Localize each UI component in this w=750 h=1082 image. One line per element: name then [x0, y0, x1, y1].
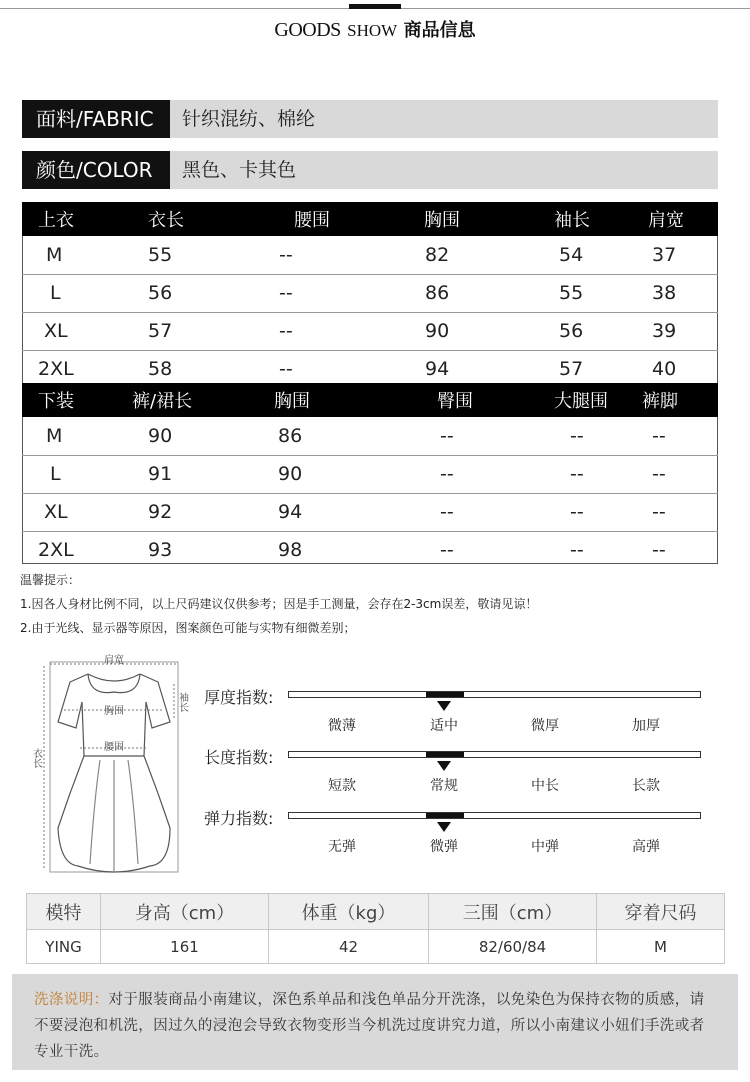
elasticity-indicator-label: 弹力指数:	[204, 809, 274, 828]
table-header-cell: 身高（cm）	[101, 894, 269, 930]
thickness-indicator-track	[288, 691, 701, 698]
thickness-indicator-label: 厚度指数:	[204, 688, 274, 707]
tips	[20, 568, 537, 640]
table-header-cell: 臀围	[382, 383, 512, 417]
table-row	[22, 493, 718, 531]
indicator-option: 中弹	[531, 839, 559, 855]
table-cell: --	[512, 455, 622, 493]
table-cell: --	[652, 539, 666, 562]
table-cell: 56	[497, 312, 622, 350]
table-cell: 92	[122, 493, 252, 531]
indicator-option: 微薄	[328, 718, 356, 734]
indicator-option-selected: 微弹	[430, 839, 458, 855]
table-header-cell: 大腿围	[512, 383, 622, 417]
table-cell: --	[237, 312, 367, 350]
indicator-option: 中长	[531, 778, 559, 794]
title-en-2: SHOW	[347, 21, 398, 40]
table-header-cell: 袖长	[497, 202, 622, 236]
indicator-option: 高弹	[632, 839, 660, 855]
table-header-row	[22, 202, 718, 236]
indicator-option-selected: 适中	[430, 718, 458, 734]
length-indicator-track	[288, 751, 701, 758]
table-header-cell: 穿着尺码	[597, 894, 725, 930]
tips-line: 2.由于光线、显示器等原因，图案颜色可能与实物有细微差别；	[20, 621, 356, 635]
table-row	[22, 531, 718, 569]
table-cell: M	[22, 417, 122, 455]
length-indicator-label: 长度指数:	[204, 748, 274, 767]
table-row	[22, 417, 718, 455]
table-cell: 37	[622, 236, 718, 274]
table-row	[22, 236, 718, 274]
table-row	[22, 274, 718, 312]
diagram-label-shoulder: 肩宽	[104, 655, 124, 666]
table-cell: 58	[148, 358, 173, 381]
indicator-option: 短款	[328, 778, 356, 794]
table-cell: 39	[622, 312, 718, 350]
table-cell: 2XL	[38, 539, 74, 562]
table-header-cell: 三围（cm）	[429, 894, 597, 930]
table-header-cell: 衣长	[122, 202, 237, 236]
model-table	[26, 893, 725, 964]
color-row	[22, 151, 718, 189]
indicator-option: 微厚	[531, 718, 559, 734]
table-cell: 90	[252, 455, 382, 493]
table-header-cell: 裤脚	[622, 383, 718, 417]
table-cell: 161	[101, 930, 269, 964]
table-cell: 55	[122, 236, 237, 274]
diagram-label-sleeve: 袖长	[176, 692, 188, 712]
table-cell: --	[237, 236, 367, 274]
table-cell: 86	[367, 274, 497, 312]
table-cell: 90	[122, 417, 252, 455]
table-cell: XL	[22, 493, 122, 531]
table-cell: --	[622, 417, 718, 455]
table-header-cell: 腰围	[237, 202, 367, 236]
table-cell: 94	[252, 493, 382, 531]
diagram-label-length: 衣长	[30, 748, 42, 768]
wash-instructions	[12, 974, 738, 1070]
table-cell: 91	[122, 455, 252, 493]
fabric-value: 针织混纺、棉纶	[182, 108, 316, 130]
table-row	[22, 455, 718, 493]
table-cell: 38	[622, 274, 718, 312]
dress-measurement-diagram	[30, 652, 200, 884]
table-row	[22, 312, 718, 350]
diagram-label-waist: 腰围	[104, 742, 124, 753]
title-cn: 商品信息	[403, 20, 476, 41]
table-header-cell: 上衣	[22, 202, 122, 236]
table-cell: 90	[367, 312, 497, 350]
table-cell: 93	[148, 539, 173, 562]
table-row	[27, 930, 725, 964]
table-cell: 57	[559, 358, 584, 381]
table-cell: 82	[367, 236, 497, 274]
table-cell: 86	[252, 417, 382, 455]
top-size-table	[22, 202, 718, 388]
indicator-option-selected: 常规	[430, 778, 458, 794]
tips-line: 1.因各人身材比例不同，以上尺码建议仅供参考；因是手工测量，会存在2-3cm误差，敬请见谅！	[20, 597, 538, 611]
table-cell: YING	[27, 930, 101, 964]
table-cell: 98	[278, 539, 303, 562]
fabric-row	[22, 100, 718, 138]
table-cell: 2XL	[38, 358, 74, 381]
table-cell: --	[440, 539, 454, 562]
table-header-cell: 胸围	[252, 383, 382, 417]
fabric-label: 面料/FABRIC	[22, 100, 170, 138]
table-cell: --	[512, 493, 622, 531]
header-divider	[0, 0, 750, 10]
table-cell: 82/60/84	[429, 930, 597, 964]
table-header-cell: 模特	[27, 894, 101, 930]
table-cell: --	[622, 455, 718, 493]
length-pointer-icon	[437, 761, 451, 771]
table-cell: --	[382, 455, 512, 493]
title-en: GOODS	[274, 19, 341, 41]
page-title	[0, 16, 750, 42]
color-label: 颜色/COLOR	[22, 151, 170, 189]
table-header-cell: 体重（kg）	[269, 894, 429, 930]
elasticity-indicator-track	[288, 812, 701, 819]
table-header-cell: 胸围	[367, 202, 497, 236]
table-header-row	[22, 383, 718, 417]
table-header-cell: 下装	[22, 383, 122, 417]
table-cell: 56	[122, 274, 237, 312]
table-cell: 40	[652, 358, 677, 381]
color-value: 黑色、卡其色	[182, 159, 297, 181]
table-cell: M	[597, 930, 725, 964]
table-cell: 55	[497, 274, 622, 312]
table-cell: L	[22, 274, 122, 312]
table-cell: --	[382, 417, 512, 455]
thickness-pointer-icon	[437, 701, 451, 711]
tips-title: 温馨提示：	[20, 573, 81, 587]
table-cell: 57	[122, 312, 237, 350]
table-cell: --	[570, 539, 584, 562]
table-cell: --	[382, 493, 512, 531]
table-cell: M	[22, 236, 122, 274]
table-cell: --	[622, 493, 718, 531]
indicator-option: 长款	[632, 778, 660, 794]
table-cell: 54	[497, 236, 622, 274]
diagram-label-chest: 胸围	[104, 706, 124, 717]
bottom-size-table	[22, 383, 718, 569]
table-cell: --	[512, 417, 622, 455]
elasticity-pointer-icon	[437, 822, 451, 832]
table-cell: 94	[425, 358, 450, 381]
table-cell: L	[22, 455, 122, 493]
table-header-cell: 裤/裙长	[122, 383, 252, 417]
table-header-cell: 肩宽	[622, 202, 718, 236]
table-cell: XL	[22, 312, 122, 350]
wash-title: 洗涤说明：	[34, 992, 109, 1008]
wash-text: 对于服装商品小南建议，深色系单品和浅色单品分开洗涤，以免染色为保持衣物的质感，请不要浸泡和机洗，因过久的浸泡会导致衣物变形当今机洗过度讲究力道，所以小南建议小妞们手洗或者专业干洗。	[34, 992, 705, 1060]
table-cell: 42	[269, 930, 429, 964]
table-cell: --	[279, 358, 293, 381]
model-table-header	[27, 894, 725, 930]
table-cell: --	[237, 274, 367, 312]
indicator-option: 无弹	[328, 839, 356, 855]
indicator-option: 加厚	[632, 718, 660, 734]
